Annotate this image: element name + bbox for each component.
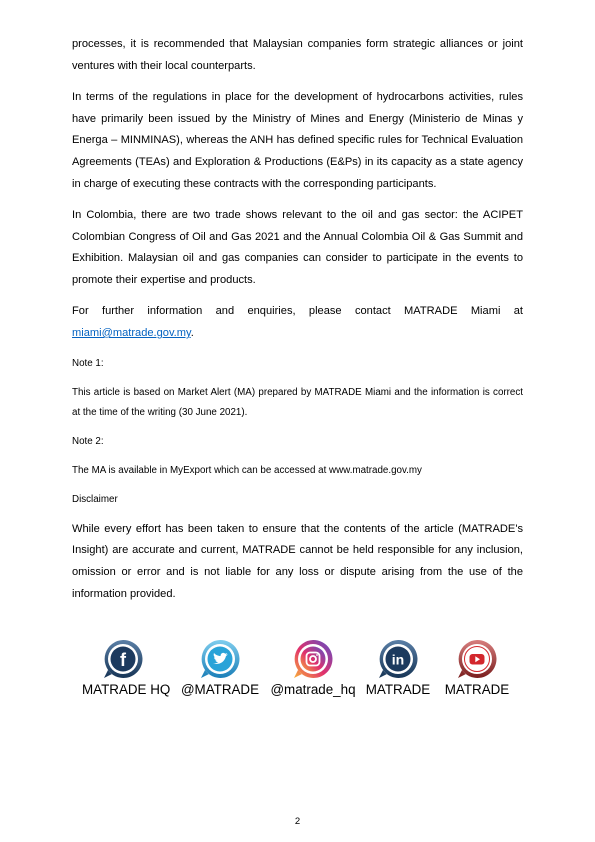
- note1-text: This article is based on Market Alert (MA) prepared by MATRADE Miami and the information is correct at the time of the writing (30 June 2021).: [72, 387, 523, 418]
- social-facebook[interactable]: [82, 638, 171, 698]
- paragraph-alliances: processes, it is recommended that Malaysian companies form strategic alliances or joint ventures with their local counterparts.: [72, 38, 523, 72]
- facebook-icon: [102, 638, 144, 680]
- facebook-label: MATRADE HQ: [82, 682, 171, 697]
- twitter-label: @MATRADE: [180, 682, 260, 697]
- document-body: [72, 34, 523, 605]
- note2-text: The MA is available in MyExport which can be accessed at www.matrade.gov.my: [72, 464, 422, 476]
- svg-text:in: in: [391, 651, 405, 668]
- email-link[interactable]: miami@matrade.gov.my: [72, 326, 191, 339]
- instagram-label: @matrade_hq: [270, 682, 356, 697]
- svg-text:f: f: [120, 650, 126, 670]
- disclaimer-text: While every effort has been taken to ensure that the contents of the article (MATRADE's Insight) are accurate and current, MATRADE cannot be held responsible for any inclusion, omission or error and is not liable for any loss or dispute arising from the use of the information provided.: [72, 522, 523, 600]
- page-number: 2: [294, 816, 301, 827]
- social-instagram[interactable]: [270, 638, 356, 698]
- contact-text: For further information and enquiries, please contact MATRADE Miami at: [72, 305, 523, 318]
- linkedin-icon: [377, 638, 419, 680]
- social-twitter[interactable]: [180, 638, 260, 698]
- linkedin-label: MATRADE: [365, 682, 431, 697]
- social-media-row: [0, 638, 595, 708]
- paragraph-contact: [72, 301, 523, 344]
- contact-period: .: [190, 326, 194, 339]
- instagram-icon: [292, 638, 334, 680]
- disclaimer-heading: Disclaimer: [72, 493, 118, 505]
- youtube-icon: [456, 638, 498, 680]
- youtube-label: MATRADE: [444, 682, 510, 697]
- social-youtube[interactable]: [441, 638, 513, 698]
- social-linkedin[interactable]: [362, 638, 434, 698]
- twitter-icon: [199, 638, 241, 680]
- paragraph-regulations: In terms of the regulations in place for the development of hydrocarbons activities, rules have primarily been issued by the Ministry of Mines and Energy (Ministerio de Minas y Energa – MINMINAS), whereas the ANH has defined specific rules for Technical Evaluation Agreements (TEAs) and Exploration & Productions (E&Ps) in its capacity as a state agency in charge of executing these contracts with the corresponding participants.: [72, 90, 523, 190]
- note1-heading: Note 1:: [72, 358, 104, 370]
- note2-heading: Note 2:: [72, 435, 104, 447]
- paragraph-trade-shows: In Colombia, there are two trade shows relevant to the oil and gas sector: the ACIPET Colombian Congress of Oil and Gas 2021 and the Annual Colombia Oil & Gas Summit and Exhibition. Malaysian oil and gas companies can consider to participate in the events to promote their expertise and products.: [72, 208, 523, 287]
